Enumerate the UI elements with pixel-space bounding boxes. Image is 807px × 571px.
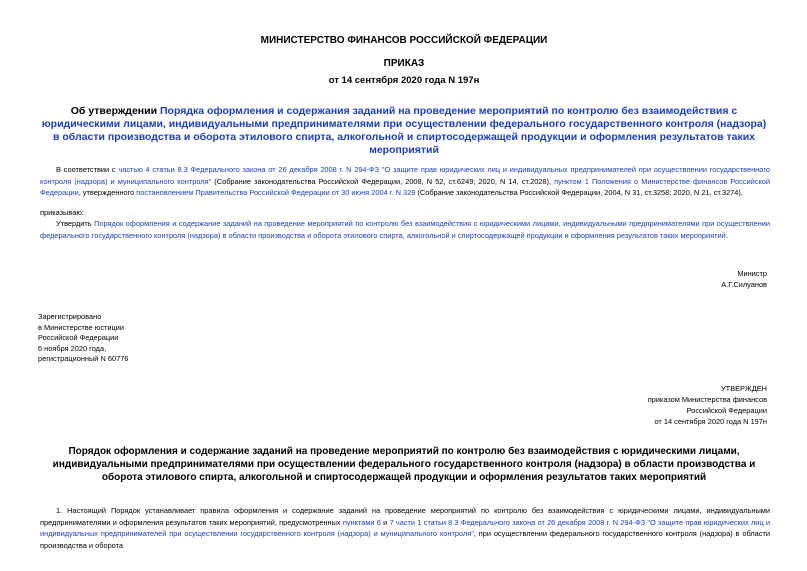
- approved-block: [648, 383, 767, 427]
- signature-block: [721, 268, 767, 290]
- clause-1-text-2: и: [380, 517, 390, 527]
- ministry-heading: МИНИСТЕРСТВО ФИНАНСОВ РОССИЙСКОЙ ФЕДЕРАЦИИ: [260, 35, 548, 46]
- registration-line: 6 ноября 2020 года,: [38, 343, 107, 353]
- doc-date-number: от 14 сентября 2020 года N 197н: [328, 75, 480, 86]
- signature-position: Министр: [737, 269, 767, 278]
- clause-1-text-3: , при осуществлении федерального государственного контроля (надзора) в области производства и оборота: [40, 529, 770, 550]
- clause-1-paragraph: [40, 505, 770, 551]
- doc-type-heading: ПРИКАЗ: [383, 58, 425, 69]
- preamble-link-decree[interactable]: постановлением Правительства Российской Федерации от 30 июня 2004 г. N 329: [136, 188, 416, 197]
- order-word: приказываю:: [40, 208, 84, 217]
- preamble-link-law[interactable]: частью 4 статьи 8.3 Федерального закона от 26 декабря 2008 г. N 294-ФЗ "О защите прав юридических лиц и индивидуальных предпринимателей при осуществлении государственного контроля (надзора) и муниципального контроля": [40, 165, 770, 186]
- signature-name: А.Г.Силуанов: [721, 280, 767, 289]
- order-title-link[interactable]: Порядка оформления и содержания заданий на проведение мероприятий по контролю без взаимодействия с юридическими лицами, индивидуальными предпринимателями при осуществлении федерального государственного контроля (надзора) в области производства и оборота этилового спирта, алкогольной и спиртосодержащей продукции и оформления результатов таких мероприятий: [41, 105, 767, 156]
- clause-1-link-law[interactable]: 7 части 1 статьи 8.3 Федерального закона от 26 декабря 2008 г. N 294-ФЗ "О защите прав юридических лиц и индивидуальных предпринимателей при осуществлении государственного контроля (надзора) и муниципального контроля": [40, 517, 770, 538]
- order-title-prefix: Об утверждении: [70, 105, 160, 117]
- registration-line: регистрационный N 60776: [38, 354, 129, 363]
- preamble-text-2: (Собрание законодательства Российской Федерации, 2008, N 52, ст.6249; 2020, N 14, ст.2028),: [211, 176, 555, 186]
- procedure-title: Порядок оформления и содержание заданий на проведение мероприятий по контролю без взаимодействия с юридическими лицами, индивидуальными предпринимателями при осуществлении федерального государственного контроля (надзора) в области производства и оборота этилового спирта, алкогольной и спиртосодержащей продукции и оформления результатов таких мероприятий: [52, 446, 756, 483]
- preamble-paragraph: [40, 164, 770, 199]
- clause-1-link-points[interactable]: пунктами 6: [342, 517, 381, 527]
- approved-line: Российской Федерации: [686, 406, 767, 415]
- approved-line: от 14 сентября 2020 года N 197н: [654, 417, 767, 426]
- registration-line: Российской Федерации: [38, 333, 119, 342]
- preamble-text-4: (Собрание законодательства Российской Федерации, 2004, N 31, ст.3258; 2020, N 21, ст.3274),: [415, 188, 743, 197]
- approved-line: приказом Министерства финансов: [647, 395, 767, 404]
- order-title: [40, 105, 768, 157]
- approved-line: УТВЕРЖДЕН: [720, 384, 767, 393]
- preamble-text-1: В соответствии с: [56, 165, 119, 174]
- clause-1-text-1: 1. Настоящий Порядок устанавливает правила оформления и содержание заданий на проведение мероприятий по контролю без взаимодействия с юридическими лицами, индивидуальными предпринимателями и оформления результатов таких мероприятий, предусмотренных: [40, 506, 770, 527]
- preamble-link-regulation[interactable]: пунктом 1 Положения о Министерстве финансов Российской Федерации: [40, 176, 771, 197]
- approve-text-2: .: [725, 230, 728, 240]
- registration-line: Зарегистрировано: [38, 312, 102, 321]
- approve-paragraph: [40, 218, 770, 241]
- preamble-text-3: , утвержденного: [78, 188, 137, 197]
- registration-block: [38, 312, 128, 365]
- registration-line: в Министерстве юстиции: [38, 322, 125, 332]
- approve-link-procedure[interactable]: Порядок оформления и содержание заданий на проведение мероприятий по контролю без взаимодействия с юридическими лицами, индивидуальными предпринимателями при осуществлении федерального государственного контроля (надзора) в области производства и оборота этилового спирта, алкогольной и спиртосодержащей продукции и оформления результатов таких мероприятий: [40, 219, 770, 240]
- approve-text-1: Утвердить: [56, 219, 95, 228]
